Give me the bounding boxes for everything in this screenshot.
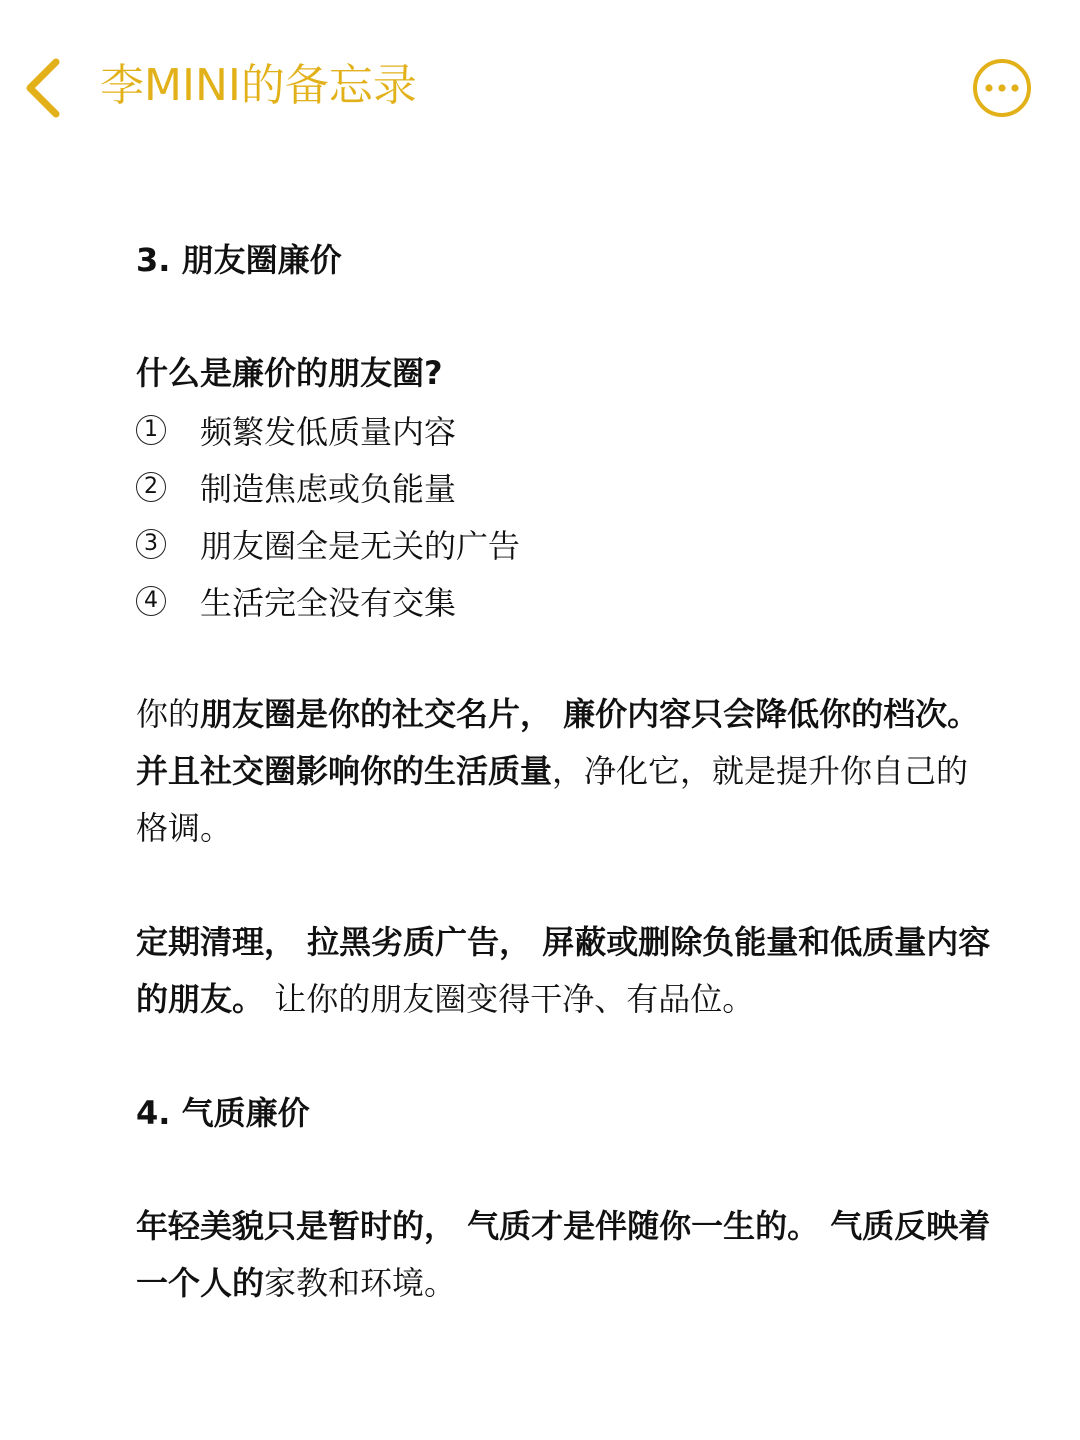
section-3-heading: 3. 朋友圈廉价 bbox=[136, 241, 342, 279]
nav-header bbox=[0, 0, 1080, 175]
number-badge: 1 bbox=[136, 415, 166, 445]
list-item bbox=[136, 401, 996, 458]
paragraph-lead: 你的 bbox=[136, 695, 201, 733]
list-item-text: 制造焦虑或负能量 bbox=[200, 469, 457, 508]
list-item bbox=[136, 572, 996, 629]
paragraph-tail: ，净化它，就是提升你自己的格调。 bbox=[136, 752, 969, 847]
list-item-text: 频繁发低质量内容 bbox=[200, 412, 457, 451]
list-item bbox=[136, 458, 996, 515]
more-button[interactable] bbox=[972, 58, 1032, 118]
number-badge: 2 bbox=[136, 472, 166, 502]
section-4-heading: 4. 气质廉价 bbox=[136, 1094, 310, 1132]
paragraph-bold: 朋友圈是你的社交名片， 廉价内容只会降低你的档次。 并且社交圈影响你的生活质量 bbox=[136, 695, 980, 790]
number-badge: 4 bbox=[136, 586, 166, 616]
page-title: 李MINI的备忘录 bbox=[100, 60, 417, 111]
list-item-text: 生活完全没有交集 bbox=[200, 583, 457, 622]
note-content bbox=[136, 232, 996, 1312]
list-item bbox=[136, 515, 996, 572]
paragraph-bold: 年轻美貌只是暂时的， 气质才是伴随你一生的。 气质反映着一个人的 bbox=[136, 1207, 991, 1302]
more-horizontal-circle-icon bbox=[972, 58, 1032, 118]
paragraph-bold: 定期清理， 拉黑劣质广告， 屏蔽或删除负能量和低质量内容的朋友。 bbox=[136, 923, 991, 1018]
list-item-text: 朋友圈全是无关的广告 bbox=[200, 526, 521, 565]
paragraph-tail: 让你的朋友圈变得干净、有品位。 bbox=[264, 980, 755, 1018]
back-button[interactable] bbox=[18, 54, 78, 118]
question-heading: 什么是廉价的朋友圈? bbox=[136, 354, 443, 392]
chevron-left-icon bbox=[18, 54, 78, 118]
paragraph-social-card bbox=[136, 686, 996, 857]
paragraph-tail: 家教和环境。 bbox=[264, 1264, 457, 1302]
paragraph-cleanup bbox=[136, 914, 996, 1028]
paragraph-temperament bbox=[136, 1198, 996, 1312]
number-badge: 3 bbox=[136, 529, 166, 559]
cheap-moments-list bbox=[136, 401, 996, 629]
